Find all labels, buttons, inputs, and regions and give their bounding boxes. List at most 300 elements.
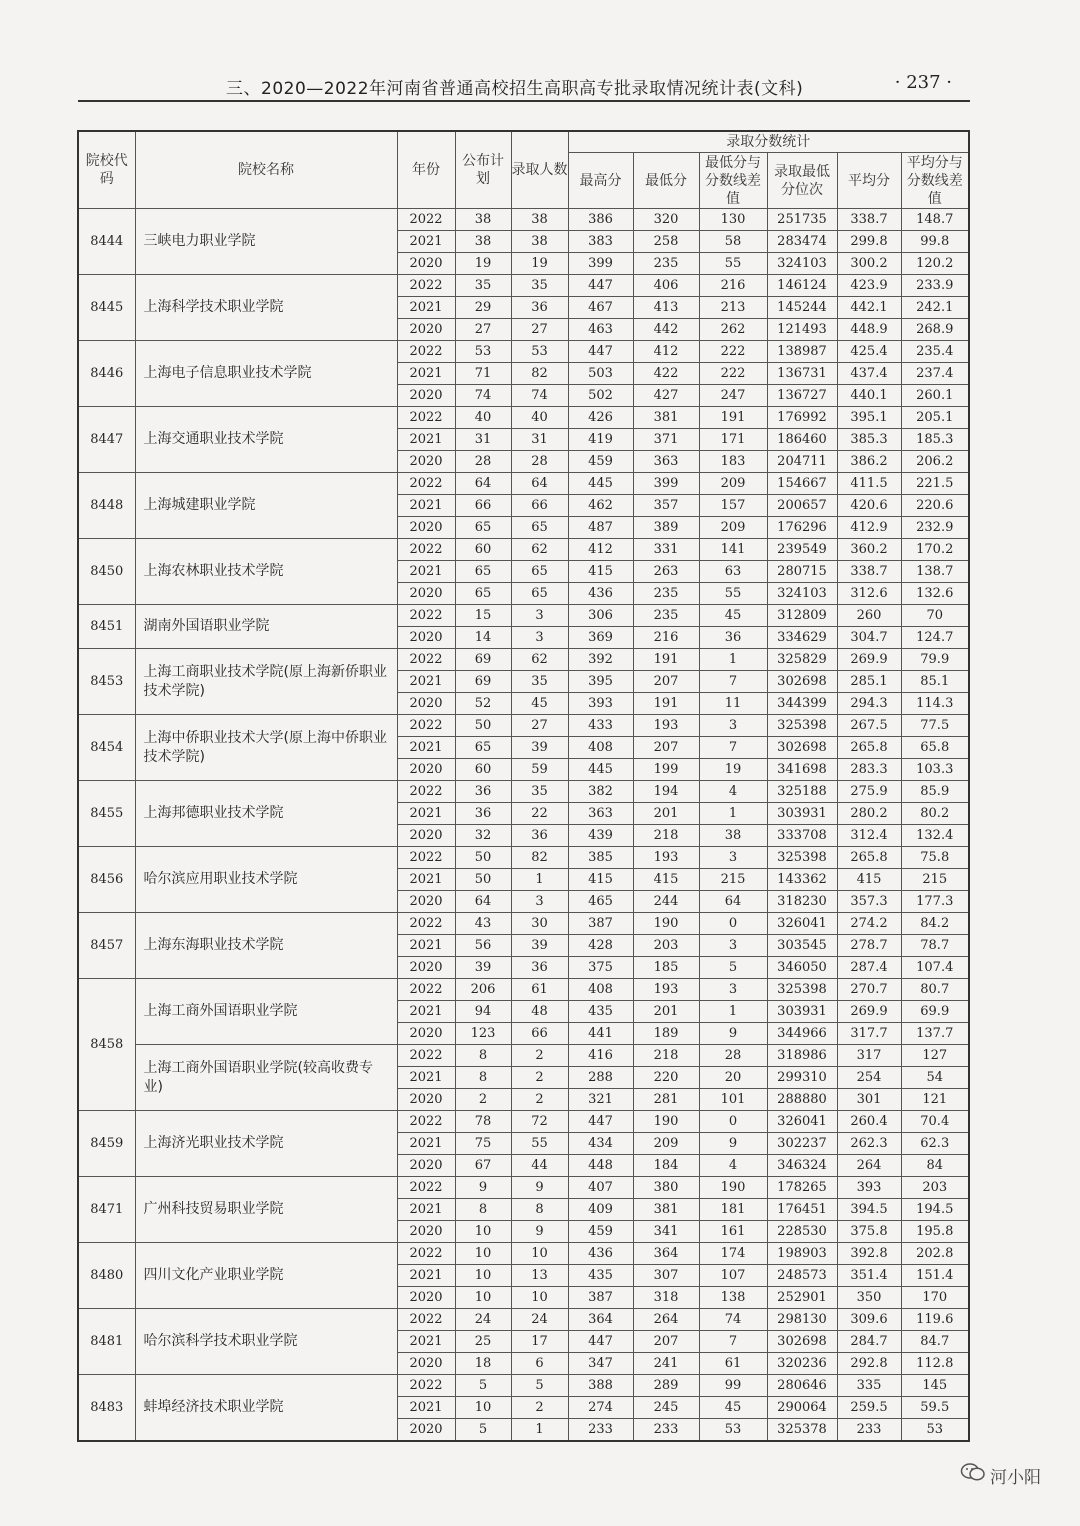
cell-max: 233: [568, 1419, 633, 1442]
school-code: 8450: [78, 539, 135, 605]
cell-admitted: 36: [511, 825, 568, 847]
cell-min-rank: 154667: [767, 473, 837, 495]
cell-avg-diff: 235.4: [901, 341, 969, 363]
cell-min: 209: [633, 1133, 699, 1155]
cell-admitted: 35: [511, 275, 568, 297]
cell-year: 2022: [397, 1309, 455, 1331]
cell-min-diff: 1: [699, 649, 767, 671]
cell-avg-diff: 203: [901, 1177, 969, 1199]
page-header: [78, 66, 970, 102]
cell-avg-diff: 177.3: [901, 891, 969, 913]
cell-min-diff: 19: [699, 759, 767, 781]
cell-min-diff: 0: [699, 1111, 767, 1133]
cell-plan: 35: [455, 275, 511, 297]
cell-avg-diff: 79.9: [901, 649, 969, 671]
cell-admitted: 65: [511, 561, 568, 583]
cell-max: 467: [568, 297, 633, 319]
cell-year: 2022: [397, 847, 455, 869]
cell-avg: 448.9: [837, 319, 901, 341]
cell-avg: 269.9: [837, 1001, 901, 1023]
cell-avg-diff: 80.2: [901, 803, 969, 825]
cell-min-diff: 64: [699, 891, 767, 913]
cell-max: 433: [568, 715, 633, 737]
cell-year: 2022: [397, 1045, 455, 1067]
table-row: [78, 341, 969, 363]
cell-min: 193: [633, 847, 699, 869]
cell-avg: 292.8: [837, 1353, 901, 1375]
cell-admitted: 2: [511, 1397, 568, 1419]
cell-min-diff: 45: [699, 1397, 767, 1419]
cell-min: 201: [633, 803, 699, 825]
cell-min: 258: [633, 231, 699, 253]
cell-min-diff: 213: [699, 297, 767, 319]
cell-min-rank: 312809: [767, 605, 837, 627]
school-code: 8444: [78, 209, 135, 275]
cell-min: 364: [633, 1243, 699, 1265]
cell-year: 2022: [397, 649, 455, 671]
cell-plan: 69: [455, 649, 511, 671]
cell-avg-diff: 148.7: [901, 209, 969, 231]
cell-avg: 294.3: [837, 693, 901, 715]
cell-min: 193: [633, 979, 699, 1001]
cell-max: 462: [568, 495, 633, 517]
cell-min-rank: 326041: [767, 913, 837, 935]
cell-min-diff: 101: [699, 1089, 767, 1111]
cell-min: 233: [633, 1419, 699, 1442]
cell-admitted: 27: [511, 319, 568, 341]
school-name: 上海中侨职业技术大学(原上海中侨职业技术学院): [135, 715, 397, 781]
cell-avg: 393: [837, 1177, 901, 1199]
cell-plan: 52: [455, 693, 511, 715]
cell-admitted: 9: [511, 1177, 568, 1199]
cell-year: 2022: [397, 913, 455, 935]
cell-max: 321: [568, 1089, 633, 1111]
cell-avg-diff: 132.6: [901, 583, 969, 605]
school-code: 8453: [78, 649, 135, 715]
cell-admitted: 66: [511, 1023, 568, 1045]
cell-min-rank: 136727: [767, 385, 837, 407]
cell-min-diff: 7: [699, 1331, 767, 1353]
cell-admitted: 27: [511, 715, 568, 737]
cell-avg: 278.7: [837, 935, 901, 957]
cell-max: 448: [568, 1155, 633, 1177]
cell-max: 428: [568, 935, 633, 957]
cell-min: 218: [633, 825, 699, 847]
cell-min-rank: 320236: [767, 1353, 837, 1375]
table-row: [78, 275, 969, 297]
cell-min-diff: 7: [699, 671, 767, 693]
cell-plan: 27: [455, 319, 511, 341]
cell-min-rank: 325188: [767, 781, 837, 803]
cell-min-rank: 303931: [767, 803, 837, 825]
cell-year: 2021: [397, 671, 455, 693]
cell-admitted: 19: [511, 253, 568, 275]
cell-min-rank: 283474: [767, 231, 837, 253]
cell-plan: 64: [455, 891, 511, 913]
cell-avg-diff: 103.3: [901, 759, 969, 781]
cell-avg: 304.7: [837, 627, 901, 649]
cell-plan: 39: [455, 957, 511, 979]
cell-plan: 31: [455, 429, 511, 451]
cell-avg: 264: [837, 1155, 901, 1177]
cell-min-diff: 0: [699, 913, 767, 935]
cell-min-diff: 99: [699, 1375, 767, 1397]
cell-year: 2022: [397, 341, 455, 363]
cell-avg: 425.4: [837, 341, 901, 363]
cell-min-diff: 215: [699, 869, 767, 891]
cell-plan: 36: [455, 781, 511, 803]
cell-min: 281: [633, 1089, 699, 1111]
cell-max: 447: [568, 341, 633, 363]
cell-min-rank: 121493: [767, 319, 837, 341]
cell-avg: 275.9: [837, 781, 901, 803]
cell-admitted: 38: [511, 231, 568, 253]
cell-min: 207: [633, 737, 699, 759]
cell-max: 288: [568, 1067, 633, 1089]
cell-max: 387: [568, 913, 633, 935]
header-min-rank: 录取最低分位次: [767, 153, 837, 209]
cell-admitted: 6: [511, 1353, 568, 1375]
cell-year: 2021: [397, 1001, 455, 1023]
cell-min-diff: 107: [699, 1265, 767, 1287]
cell-year: 2021: [397, 869, 455, 891]
cell-admitted: 61: [511, 979, 568, 1001]
cell-avg-diff: 120.2: [901, 253, 969, 275]
cell-min-rank: 178265: [767, 1177, 837, 1199]
cell-plan: 5: [455, 1375, 511, 1397]
cell-min-diff: 58: [699, 231, 767, 253]
cell-admitted: 39: [511, 737, 568, 759]
cell-year: 2020: [397, 891, 455, 913]
table-row: [78, 209, 969, 231]
cell-min-diff: 3: [699, 935, 767, 957]
cell-min: 389: [633, 517, 699, 539]
cell-min-rank: 344399: [767, 693, 837, 715]
cell-avg: 283.3: [837, 759, 901, 781]
cell-avg: 265.8: [837, 737, 901, 759]
cell-min-rank: 302698: [767, 737, 837, 759]
cell-min-rank: 239549: [767, 539, 837, 561]
cell-min-rank: 176296: [767, 517, 837, 539]
cell-max: 503: [568, 363, 633, 385]
cell-avg-diff: 62.3: [901, 1133, 969, 1155]
cell-avg: 357.3: [837, 891, 901, 913]
cell-admitted: 3: [511, 891, 568, 913]
cell-max: 306: [568, 605, 633, 627]
cell-plan: 43: [455, 913, 511, 935]
cell-avg-diff: 237.4: [901, 363, 969, 385]
cell-min-rank: 145244: [767, 297, 837, 319]
cell-min-rank: 176992: [767, 407, 837, 429]
cell-admitted: 22: [511, 803, 568, 825]
cell-min-diff: 28: [699, 1045, 767, 1067]
cell-avg: 411.5: [837, 473, 901, 495]
cell-min-diff: 216: [699, 275, 767, 297]
school-code: 8471: [78, 1177, 135, 1243]
cell-min-rank: 299310: [767, 1067, 837, 1089]
cell-admitted: 39: [511, 935, 568, 957]
cell-plan: 64: [455, 473, 511, 495]
cell-plan: 65: [455, 583, 511, 605]
cell-year: 2020: [397, 1155, 455, 1177]
cell-min-rank: 325398: [767, 979, 837, 1001]
cell-avg: 440.1: [837, 385, 901, 407]
cell-avg-diff: 202.8: [901, 1243, 969, 1265]
cell-plan: 25: [455, 1331, 511, 1353]
cell-min-diff: 222: [699, 341, 767, 363]
cell-avg-diff: 205.1: [901, 407, 969, 429]
cell-admitted: 53: [511, 341, 568, 363]
cell-min-diff: 183: [699, 451, 767, 473]
cell-year: 2021: [397, 495, 455, 517]
cell-plan: 14: [455, 627, 511, 649]
cell-min-diff: 222: [699, 363, 767, 385]
cell-avg: 285.1: [837, 671, 901, 693]
cell-plan: 9: [455, 1177, 511, 1199]
cell-min-rank: 186460: [767, 429, 837, 451]
cell-min-diff: 9: [699, 1023, 767, 1045]
cell-admitted: 44: [511, 1155, 568, 1177]
cell-plan: 5: [455, 1419, 511, 1442]
cell-min: 189: [633, 1023, 699, 1045]
cell-avg: 301: [837, 1089, 901, 1111]
cell-avg: 233: [837, 1419, 901, 1442]
cell-plan: 8: [455, 1045, 511, 1067]
cell-avg-diff: 132.4: [901, 825, 969, 847]
cell-min: 241: [633, 1353, 699, 1375]
cell-plan: 206: [455, 979, 511, 1001]
cell-year: 2021: [397, 1199, 455, 1221]
cell-max: 435: [568, 1001, 633, 1023]
school-code: 8445: [78, 275, 135, 341]
cell-min-rank: 346050: [767, 957, 837, 979]
school-name: 四川文化产业职业学院: [135, 1243, 397, 1309]
cell-admitted: 82: [511, 847, 568, 869]
cell-avg-diff: 145: [901, 1375, 969, 1397]
school-name: 上海邦德职业技术学院: [135, 781, 397, 847]
cell-year: 2021: [397, 803, 455, 825]
cell-avg: 420.6: [837, 495, 901, 517]
cell-min-diff: 3: [699, 979, 767, 1001]
cell-avg-diff: 119.6: [901, 1309, 969, 1331]
cell-min-diff: 20: [699, 1067, 767, 1089]
cell-max: 439: [568, 825, 633, 847]
cell-avg-diff: 124.7: [901, 627, 969, 649]
cell-min: 245: [633, 1397, 699, 1419]
school-name: 湖南外国语职业学院: [135, 605, 397, 649]
cell-min: 193: [633, 715, 699, 737]
cell-plan: 40: [455, 407, 511, 429]
school-name: 上海工商职业技术学院(原上海新侨职业技术学院): [135, 649, 397, 715]
cell-avg-diff: 221.5: [901, 473, 969, 495]
school-name: 上海城建职业学院: [135, 473, 397, 539]
cell-min-rank: 198903: [767, 1243, 837, 1265]
table-row: [78, 1111, 969, 1133]
table-row: [78, 473, 969, 495]
watermark-text: 河小阳: [990, 1468, 1041, 1488]
cell-avg: 392.8: [837, 1243, 901, 1265]
cell-year: 2022: [397, 715, 455, 737]
cell-avg: 299.8: [837, 231, 901, 253]
cell-avg: 375.8: [837, 1221, 901, 1243]
cell-avg: 415: [837, 869, 901, 891]
cell-avg-diff: 77.5: [901, 715, 969, 737]
cell-plan: 38: [455, 209, 511, 231]
cell-max: 388: [568, 1375, 633, 1397]
cell-max: 447: [568, 1331, 633, 1353]
cell-admitted: 62: [511, 539, 568, 561]
cell-min-rank: 248573: [767, 1265, 837, 1287]
table-row: [78, 781, 969, 803]
table-row: [78, 1309, 969, 1331]
cell-admitted: 5: [511, 1375, 568, 1397]
cell-min-rank: 280715: [767, 561, 837, 583]
table-row: [78, 407, 969, 429]
cell-max: 416: [568, 1045, 633, 1067]
cell-admitted: 35: [511, 671, 568, 693]
cell-avg: 394.5: [837, 1199, 901, 1221]
cell-avg: 270.7: [837, 979, 901, 1001]
cell-avg: 395.1: [837, 407, 901, 429]
cell-avg-diff: 215: [901, 869, 969, 891]
cell-max: 465: [568, 891, 633, 913]
cell-admitted: 38: [511, 209, 568, 231]
cell-plan: 53: [455, 341, 511, 363]
table-row: [78, 913, 969, 935]
cell-avg: 267.5: [837, 715, 901, 737]
cell-avg-diff: 65.8: [901, 737, 969, 759]
cell-plan: 123: [455, 1023, 511, 1045]
cell-year: 2020: [397, 693, 455, 715]
cell-min-rank: 290064: [767, 1397, 837, 1419]
cell-min: 207: [633, 671, 699, 693]
header-min-diff: 最低分与分数线差值: [699, 153, 767, 209]
cell-min-rank: 326041: [767, 1111, 837, 1133]
cell-plan: 18: [455, 1353, 511, 1375]
cell-avg-diff: 112.8: [901, 1353, 969, 1375]
cell-max: 441: [568, 1023, 633, 1045]
cell-avg: 351.4: [837, 1265, 901, 1287]
page-number: · 237 ·: [894, 72, 952, 93]
header-code: 院校代码: [78, 131, 135, 209]
header-year: 年份: [397, 131, 455, 209]
cell-avg: 312.6: [837, 583, 901, 605]
cell-min-rank: 303931: [767, 1001, 837, 1023]
cell-min-rank: 341698: [767, 759, 837, 781]
cell-admitted: 9: [511, 1221, 568, 1243]
cell-min-diff: 1: [699, 1001, 767, 1023]
cell-min: 203: [633, 935, 699, 957]
cell-min-diff: 55: [699, 253, 767, 275]
cell-admitted: 31: [511, 429, 568, 451]
cell-avg-diff: 70: [901, 605, 969, 627]
table-row: [78, 649, 969, 671]
cell-admitted: 66: [511, 495, 568, 517]
cell-min-diff: 181: [699, 1199, 767, 1221]
cell-year: 2020: [397, 627, 455, 649]
cell-admitted: 2: [511, 1045, 568, 1067]
cell-min: 201: [633, 1001, 699, 1023]
cell-max: 426: [568, 407, 633, 429]
cell-year: 2022: [397, 473, 455, 495]
cell-min: 289: [633, 1375, 699, 1397]
cell-avg-diff: 242.1: [901, 297, 969, 319]
cell-year: 2020: [397, 957, 455, 979]
cell-min-diff: 55: [699, 583, 767, 605]
header-score-group: 录取分数统计: [568, 131, 969, 153]
cell-min: 413: [633, 297, 699, 319]
cell-min: 185: [633, 957, 699, 979]
cell-admitted: 74: [511, 385, 568, 407]
cell-min: 207: [633, 1331, 699, 1353]
cell-plan: 15: [455, 605, 511, 627]
cell-year: 2020: [397, 451, 455, 473]
cell-min-rank: 324103: [767, 583, 837, 605]
cell-min-rank: 302237: [767, 1133, 837, 1155]
cell-max: 419: [568, 429, 633, 451]
school-name: 上海工商外国语职业学院(较高收费专业): [135, 1045, 397, 1111]
school-name: 广州科技贸易职业学院: [135, 1177, 397, 1243]
cell-min: 235: [633, 605, 699, 627]
cell-min: 244: [633, 891, 699, 913]
cell-year: 2020: [397, 319, 455, 341]
cell-year: 2020: [397, 1089, 455, 1111]
cell-year: 2020: [397, 583, 455, 605]
cell-plan: 19: [455, 253, 511, 275]
cell-avg: 338.7: [837, 209, 901, 231]
cell-min-rank: 344966: [767, 1023, 837, 1045]
cell-min-diff: 247: [699, 385, 767, 407]
cell-min: 218: [633, 1045, 699, 1067]
cell-min-rank: 325398: [767, 847, 837, 869]
cell-min-rank: 298130: [767, 1309, 837, 1331]
cell-year: 2022: [397, 1243, 455, 1265]
cell-avg: 280.2: [837, 803, 901, 825]
cell-max: 415: [568, 869, 633, 891]
table-row: [78, 1177, 969, 1199]
cell-avg-diff: 80.7: [901, 979, 969, 1001]
cell-year: 2021: [397, 363, 455, 385]
cell-avg: 312.4: [837, 825, 901, 847]
school-code: 8455: [78, 781, 135, 847]
cell-max: 375: [568, 957, 633, 979]
cell-max: 436: [568, 1243, 633, 1265]
cell-avg: 350: [837, 1287, 901, 1309]
cell-avg: 284.7: [837, 1331, 901, 1353]
cell-min: 264: [633, 1309, 699, 1331]
cell-year: 2020: [397, 1287, 455, 1309]
cell-year: 2021: [397, 737, 455, 759]
cell-min-rank: 318230: [767, 891, 837, 913]
school-name: 上海电子信息职业技术学院: [135, 341, 397, 407]
cell-min: 220: [633, 1067, 699, 1089]
school-code: 8448: [78, 473, 135, 539]
cell-year: 2022: [397, 209, 455, 231]
cell-admitted: 2: [511, 1089, 568, 1111]
cell-min: 363: [633, 451, 699, 473]
cell-min: 415: [633, 869, 699, 891]
cell-year: 2022: [397, 979, 455, 1001]
cell-avg-diff: 84.7: [901, 1331, 969, 1353]
cell-plan: 29: [455, 297, 511, 319]
cell-year: 2022: [397, 1375, 455, 1397]
cell-max: 399: [568, 253, 633, 275]
cell-admitted: 82: [511, 363, 568, 385]
cell-plan: 60: [455, 759, 511, 781]
cell-avg: 259.5: [837, 1397, 901, 1419]
cell-min-rank: 143362: [767, 869, 837, 891]
cell-avg-diff: 99.8: [901, 231, 969, 253]
